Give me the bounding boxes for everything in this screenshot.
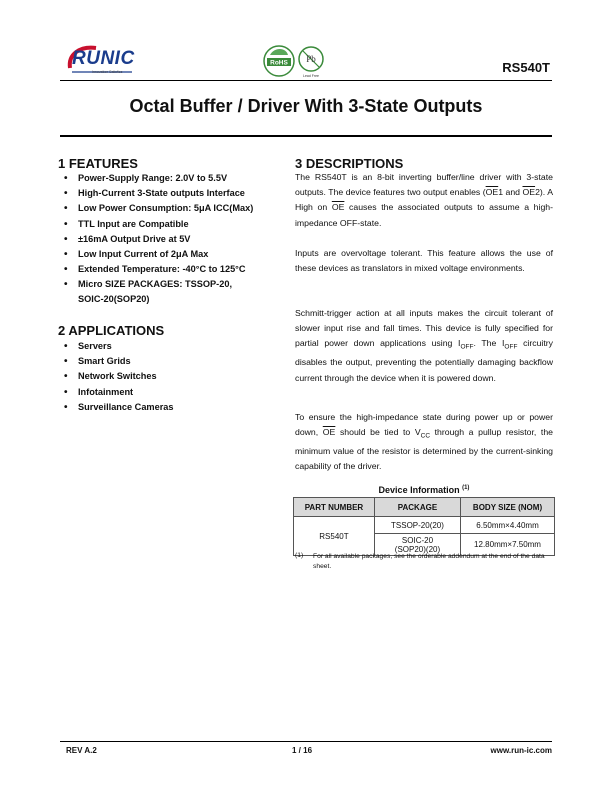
header-divider	[60, 80, 552, 81]
features-list	[58, 171, 268, 293]
features-heading: 1 FEATURES	[58, 156, 138, 171]
description-paragraph-4: To ensure the high-impedance state during power up or power down, $\overline{OE}$ should be tied to $V_{CC}$ through a pullup resistor, the minimum value of the resistor is determined by the current-sinking capability of the driver.	[295, 412, 553, 472]
footer-revision: REV A.2	[66, 746, 97, 755]
rohs-icon	[264, 46, 294, 76]
table-cell-size: 6.50mm×4.40mm	[461, 517, 555, 534]
table-cell-part: RS540T	[294, 517, 375, 556]
rohs-label: RoHS	[270, 59, 288, 67]
feature-item: • Power-Supply Range: 2.0V to 5.5V	[58, 171, 268, 186]
applications-heading: 2 APPLICATIONS	[58, 323, 165, 338]
title-divider	[60, 135, 552, 137]
pb-label: Pb	[306, 54, 316, 64]
feature-item: • Low Power Consumption: 5μA ICC(Max)	[58, 201, 268, 216]
table-header-cell: PART NUMBER	[294, 498, 375, 517]
table-cell-package: SOIC-20 (SOP20)(20)	[374, 534, 460, 556]
oe-signal: $\overline{OE}$	[322, 427, 336, 438]
description-paragraph-3: Schmitt-trigger action at all inputs makes the circuit tolerant of slower input rise and fall times. This device is fully specified for partial power down applications using $I_{OFF}$. The $I_{OFF}$ circuitry disables the output, preventing the potentially damaging backflow current through the device when it is powered down.	[295, 308, 554, 383]
application-item: • Network Switches	[58, 369, 268, 384]
lead-free-icon	[299, 47, 323, 78]
table-header-cell: PACKAGE	[374, 498, 460, 517]
lead-free-label: Lead Free	[303, 74, 319, 78]
rohs-lead-free-badges	[262, 43, 328, 79]
oe-signal: $\overline{OE}$	[522, 187, 536, 198]
table-cell-package: TSSOP-20(20)	[374, 517, 460, 534]
footnote-text: For all available packages, see the orderable addendum at the end of the data sheet.	[313, 553, 545, 570]
device-info-caption: Device Information $^{(1)}$	[378, 485, 470, 495]
footnote-mark: (1)	[295, 552, 304, 559]
feature-item: • Extended Temperature: -40°C to 125°C	[58, 262, 268, 277]
oe-signal: $\overline{OE}$	[485, 187, 499, 198]
footer-divider	[60, 741, 552, 742]
application-item: • Servers	[58, 339, 268, 354]
feature-item: • ±16mA Output Drive at 5V	[58, 232, 268, 247]
table-row	[294, 517, 555, 534]
table-header-cell: BODY SIZE (NOM)	[461, 498, 555, 517]
runic-logo-tagline: Innovation Satisfies	[92, 70, 123, 74]
table-cell-size: 12.80mm×7.50mm	[461, 534, 555, 556]
oe-signal: $\overline{OE}$	[331, 202, 345, 213]
application-item: • Surveillance Cameras	[58, 400, 268, 415]
description-paragraph-2: Inputs are overvoltage tolerant. This feature allows the use of these devices as translators in mixed voltage environments.	[295, 248, 553, 274]
applications-list	[58, 339, 268, 415]
application-item: • Infotainment	[58, 385, 268, 400]
description-paragraph-1: The RS540T is an 8-bit inverting buffer/line driver with 3-state outputs. The device features two output enables ($\overline{OE}1$ and $\overline{OE}2$). A High on $\overline{OE}$ causes the associated outputs to assume a high-impedance OFF-state.	[295, 172, 554, 228]
feature-item: • High-Current 3-State outputs Interface	[58, 186, 268, 201]
feature-item: • Micro SIZE PACKAGES: TSSOP-20,	[58, 277, 268, 292]
feature-item-continuation: SOIC-20(SOP20)	[78, 294, 150, 304]
feature-item: • TTL Input are Compatible	[58, 217, 268, 232]
footer-website-link[interactable]: www.run-ic.com	[490, 746, 552, 755]
runic-logo: RUNIC	[72, 48, 135, 69]
footer-page-number: 1 / 16	[292, 746, 313, 755]
descriptions-heading: 3 DESCRIPTIONS	[295, 156, 404, 171]
table-header-row	[294, 498, 555, 517]
feature-item: • Low Input Current of 2μA Max	[58, 247, 268, 262]
document-title: Octal Buffer / Driver With 3-State Outputs	[129, 96, 483, 116]
header-part-number: RS540T	[502, 60, 550, 75]
device-info-table	[293, 497, 555, 556]
application-item: • Smart Grids	[58, 354, 268, 369]
